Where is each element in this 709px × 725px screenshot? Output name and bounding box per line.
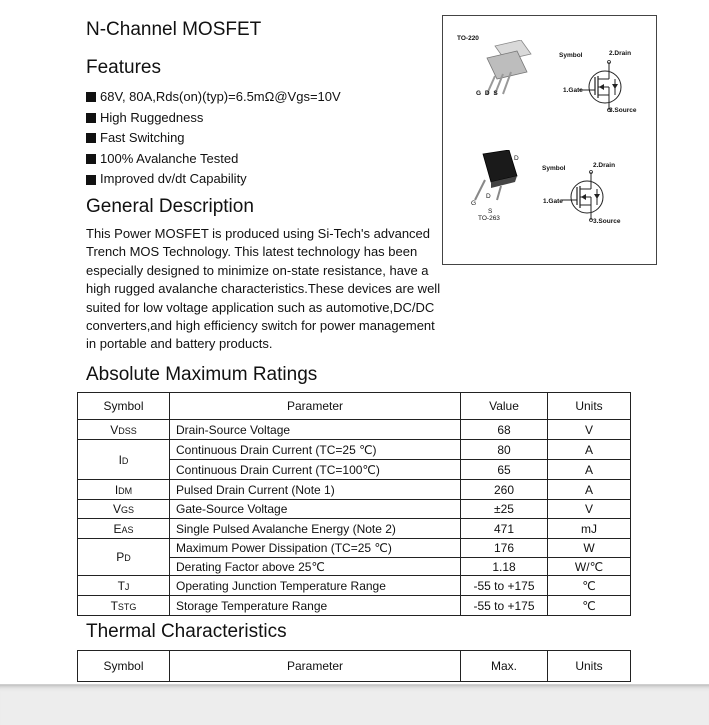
table-row <box>78 576 631 596</box>
table-row <box>78 420 631 440</box>
unit-cell: A <box>548 480 631 500</box>
unit-cell: ℃ <box>548 576 631 596</box>
to220-package-icon <box>473 40 533 96</box>
general-description-text: This Power MOSFET is produced using Si-Tech's advanced Trench MOS Technology. This latest technology has been especially designed to minimize on-state resistance, have a high rugged avalanche characteristics.These devices are well suited for low voltage application such as automotive,DC/DC converters,and high efficiency switch for power management in portable and battery products. <box>86 226 441 352</box>
feature-item: Fast Switching <box>86 128 341 149</box>
thermal-heading: Thermal Characteristics <box>86 621 287 642</box>
to220-pins-label: G D S <box>476 90 499 97</box>
features-list <box>86 87 341 190</box>
table-row <box>78 539 631 558</box>
symbol-cell: VDSS <box>78 420 170 440</box>
bullet-icon <box>86 154 96 164</box>
to263-pin-d-top: D <box>514 155 519 162</box>
parameter-cell: Operating Junction Temperature Range <box>170 576 461 596</box>
value-cell: 176 <box>461 539 548 558</box>
table-header-row <box>78 393 631 420</box>
to220-label: TO-220 <box>457 35 479 42</box>
source-label-2: 3.Source <box>593 218 621 225</box>
col-value: Value <box>461 393 548 420</box>
bullet-icon <box>86 113 96 123</box>
unit-cell: V <box>548 500 631 519</box>
parameter-cell: Continuous Drain Current (TC=25 ℃) <box>170 440 461 460</box>
table-row <box>78 519 631 539</box>
unit-cell: W/℃ <box>548 558 631 576</box>
drain-label-2: 2.Drain <box>593 162 616 169</box>
page-title: N-Channel MOSFET <box>86 19 262 40</box>
symbol-cell: ID <box>78 440 170 480</box>
col-parameter: Parameter <box>170 393 461 420</box>
col-units: Units <box>548 651 631 682</box>
col-units: Units <box>548 393 631 420</box>
parameter-cell: Pulsed Drain Current (Note 1) <box>170 480 461 500</box>
parameter-cell: Gate-Source Voltage <box>170 500 461 519</box>
feature-item: Improved dv/dt Capability <box>86 169 341 190</box>
value-cell: 471 <box>461 519 548 539</box>
value-cell: ±25 <box>461 500 548 519</box>
features-heading: Features <box>86 57 161 78</box>
parameter-cell: Storage Temperature Range <box>170 596 461 616</box>
table-row <box>78 596 631 616</box>
gate-label-2: 1.Gate <box>543 198 563 205</box>
table-header-row <box>78 651 631 682</box>
mosfet-symbol-icon-2 <box>561 170 609 222</box>
amr-heading: Absolute Maximum Ratings <box>86 364 318 385</box>
value-cell: 1.18 <box>461 558 548 576</box>
symbol-cell: IDM <box>78 480 170 500</box>
table-row <box>78 500 631 519</box>
unit-cell: mJ <box>548 519 631 539</box>
col-parameter: Parameter <box>170 651 461 682</box>
col-symbol: Symbol <box>78 393 170 420</box>
symbol-cell: TSTG <box>78 596 170 616</box>
to263-pin-s: S <box>488 208 493 215</box>
table-row <box>78 480 631 500</box>
parameter-cell: Single Pulsed Avalanche Energy (Note 2) <box>170 519 461 539</box>
amr-table <box>77 392 631 616</box>
col-symbol: Symbol <box>78 651 170 682</box>
bullet-icon <box>86 133 96 143</box>
unit-cell: W <box>548 539 631 558</box>
general-description-heading: General Description <box>86 196 254 217</box>
to263-pin-d: D <box>486 193 491 200</box>
feature-item: High Ruggedness <box>86 108 341 129</box>
drain-label: 2.Drain <box>609 50 632 57</box>
gate-label: 1.Gate <box>563 87 583 94</box>
symbol-cell: PD <box>78 539 170 576</box>
thermal-table <box>77 650 631 682</box>
bullet-icon <box>86 175 96 185</box>
value-cell: 68 <box>461 420 548 440</box>
package-diagram-box <box>442 15 657 265</box>
value-cell: 80 <box>461 440 548 460</box>
symbol-cell: VGS <box>78 500 170 519</box>
feature-item: 100% Avalanche Tested <box>86 149 341 170</box>
parameter-cell: Continuous Drain Current (TC=100℃) <box>170 460 461 480</box>
parameter-cell: Maximum Power Dissipation (TC=25 ℃) <box>170 539 461 558</box>
parameter-cell: Drain-Source Voltage <box>170 420 461 440</box>
col-max: Max. <box>461 651 548 682</box>
unit-cell: V <box>548 420 631 440</box>
symbol-label: Symbol <box>559 52 583 59</box>
symbol-cell: TJ <box>78 576 170 596</box>
value-cell: -55 to +175 <box>461 596 548 616</box>
parameter-cell: Derating Factor above 25℃ <box>170 558 461 576</box>
value-cell: -55 to +175 <box>461 576 548 596</box>
mosfet-symbol-icon <box>579 60 627 112</box>
table-row <box>78 440 631 460</box>
bullet-icon <box>86 92 96 102</box>
unit-cell: A <box>548 440 631 460</box>
source-label: 3.Source <box>609 107 637 114</box>
value-cell: 65 <box>461 460 548 480</box>
to263-pin-g: G <box>471 200 477 207</box>
value-cell: 260 <box>461 480 548 500</box>
feature-item: 68V, 80A,Rds(on)(typ)=6.5mΩ@Vgs=10V <box>86 87 341 108</box>
symbol-cell: EAS <box>78 519 170 539</box>
unit-cell: ℃ <box>548 596 631 616</box>
to263-label: TO-263 <box>478 215 500 222</box>
viewer-bottom-bar <box>0 684 709 725</box>
unit-cell: A <box>548 460 631 480</box>
symbol-label-2: Symbol <box>542 165 566 172</box>
